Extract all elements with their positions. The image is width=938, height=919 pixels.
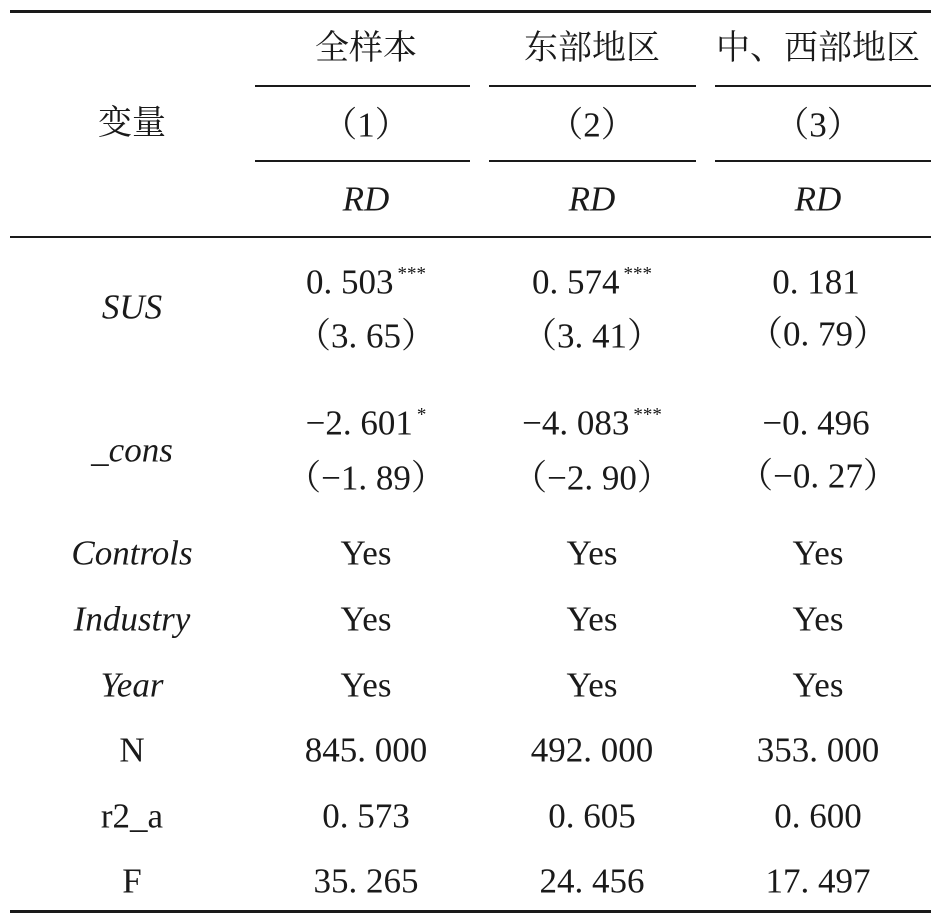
significance-stars: *** (623, 263, 652, 285)
sus-coef-2 (532, 262, 652, 302)
row-label-cons: _cons (91, 430, 173, 470)
f-value-2: 24. 456 (539, 861, 645, 901)
coef-value: −0. 496 (762, 403, 870, 443)
row-label-f: F (122, 861, 142, 901)
f-value-1: 35. 265 (313, 861, 419, 901)
f-value-3: 17. 497 (765, 861, 871, 901)
dependent-var-3: RD (794, 179, 842, 219)
coef-value: 0. 574 (532, 262, 620, 302)
dependent-var-1: RD (342, 179, 390, 219)
group-rule-2 (489, 85, 696, 87)
group-header-central-west: 中、西部地区 (716, 28, 920, 68)
model-rule-2 (489, 160, 696, 162)
dependent-var-2: RD (568, 179, 616, 219)
r2a-value-2: 0. 605 (548, 796, 636, 836)
header-bottom-rule (10, 236, 931, 238)
row-label-r2a: r2_a (100, 796, 164, 836)
model-number-1: （1） (322, 105, 410, 145)
cons-coef-3 (762, 403, 873, 443)
cons-tstat-2: （−2. 90） (512, 458, 672, 498)
row-label-year: Year (100, 665, 164, 705)
row-label-n: N (119, 730, 145, 770)
significance-stars: *** (633, 404, 662, 426)
bottom-rule (10, 910, 931, 913)
group-rule-1 (255, 85, 470, 87)
coef-value: −4. 083 (522, 403, 630, 443)
year-value-2: Yes (566, 665, 618, 705)
n-value-2: 492. 000 (530, 730, 654, 770)
industry-value-2: Yes (566, 599, 618, 639)
sus-tstat-2: （3. 41） (521, 316, 663, 356)
model-number-3: （3） (774, 105, 862, 145)
sus-coef-3 (772, 262, 864, 302)
cons-coef-2 (522, 403, 662, 443)
industry-value-1: Yes (340, 599, 392, 639)
top-rule (10, 10, 931, 13)
cons-tstat-3: （−0. 27） (738, 456, 898, 496)
variable-header: 变量 (98, 103, 166, 143)
r2a-value-3: 0. 600 (774, 796, 862, 836)
significance-stars: * (416, 404, 427, 426)
model-number-2: （2） (548, 105, 636, 145)
cons-tstat-1: （−1. 89） (286, 458, 446, 498)
group-header-east: 东部地区 (524, 28, 660, 68)
model-rule-3 (715, 160, 931, 162)
row-label-sus: SUS (101, 287, 163, 327)
n-value-1: 845. 000 (304, 730, 428, 770)
sus-coef-1 (306, 262, 426, 302)
controls-value-1: Yes (340, 533, 392, 573)
coef-value: 0. 181 (772, 262, 860, 302)
group-rule-3 (715, 85, 931, 87)
coef-value: −2. 601 (305, 403, 413, 443)
row-label-industry: Industry (73, 599, 191, 639)
group-header-full-sample: 全样本 (315, 28, 417, 68)
controls-value-3: Yes (792, 533, 844, 573)
controls-value-2: Yes (566, 533, 618, 573)
year-value-1: Yes (340, 665, 392, 705)
model-rule-1 (255, 160, 470, 162)
coef-value: 0. 503 (306, 262, 394, 302)
cons-coef-1 (305, 403, 427, 443)
significance-stars: *** (397, 263, 426, 285)
year-value-3: Yes (792, 665, 844, 705)
n-value-3: 353. 000 (756, 730, 880, 770)
sus-tstat-1: （3. 65） (295, 316, 437, 356)
row-label-controls: Controls (71, 533, 193, 573)
sus-tstat-3: （0. 79） (747, 314, 889, 354)
industry-value-3: Yes (792, 599, 844, 639)
r2a-value-1: 0. 573 (322, 796, 410, 836)
